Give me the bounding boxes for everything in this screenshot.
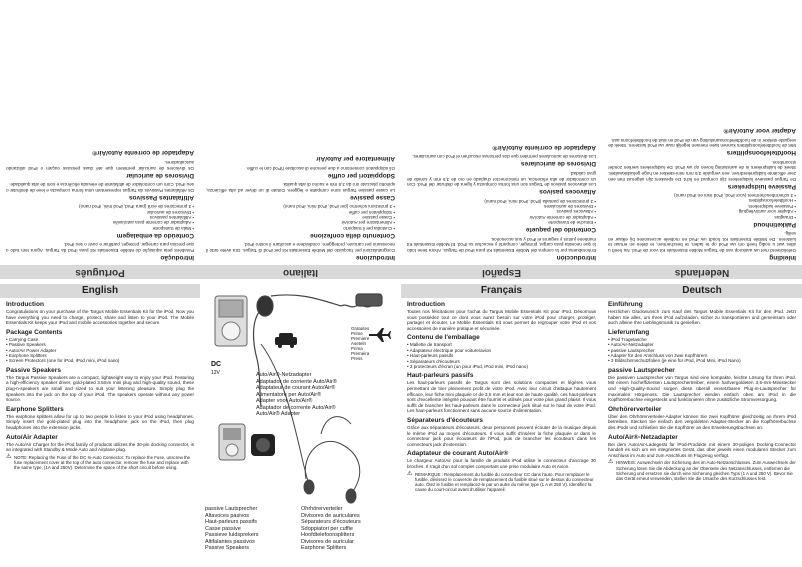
adapter-label-nl: Adapter voor Auto/Air® — [256, 398, 313, 404]
it-pkg-heading: Contenuto della confezione — [310, 231, 395, 239]
splitter-label-es: Divisores de auriculares — [301, 512, 360, 519]
fr-intro-text: Toutes nos félicitations pour l'achat du Targus Mobile Essentials Kit pour iPod. Désormais vous possédez tout ce dont vous aurez besoin sur votre iPod pour charger, protéger, partager et écouter. Le Mobile Essentials Kit vous permet de regrouper votre iPod et vos accessoires de manière pratique et sécurisée. — [407, 309, 596, 331]
es-pkg-item: • Adaptador de corriente Auto/Air — [407, 214, 596, 219]
nederlands-column — [602, 0, 802, 283]
fr-intro-heading: Introduction — [407, 301, 445, 308]
passive-speakers-illustration — [219, 424, 275, 460]
en-intro-heading: Introduction — [6, 301, 44, 308]
it-spk-text: Le casse passive Targus sono compatte e leggere. Dotate di un driver ad alta efficienza, spinotto placcato oro da 3,5 mm e suono di alta qualità. — [206, 182, 395, 193]
deutsch-column — [602, 298, 802, 567]
de-spk-text: Die passiven Lautsprecher von Targus sind eine kompakte, leichte Lösung für Ihren iPod. Mit einem hocheffizienten Lautsprechertreiber, einem hartvergoldeten 3,5-mm-Ministecker und High-Quality-Sound sorgen diese überall einsetzbaren Plug-in-Lautsprecher für maximalen Hörgenuss. Die Lautsprecher werden einfach oben am iPod in die Kopfhörerbuchse eingesteckt und funktionieren ohne zusätzliche Stromversorgung. — [608, 374, 796, 403]
pt-adp-heading: Adaptador de corrente Auto/Air® — [92, 149, 194, 157]
de-ohr-heading: Ohrhörerverteiler — [608, 405, 662, 413]
de-adp-heading: Auto/Air®-Netzadapter — [608, 433, 678, 441]
extra-label: Premiere — [351, 336, 370, 341]
de-ohr-text: Über den Ohrhörerverteiler-Adapter können Sie zwei Kopfhörer gleichzeitig an Ihrem iPod betreiben. Stecken Sie einfach den vergoldeten Adapter-Stecker an die Kopfhörerbuchse des iPods und schließen Sie die Kopfhörer an den Erweiterungsbuchsen an. — [608, 413, 796, 430]
es-intro-text: Enhorabuena por la compra del Mobile Essentials Kit para iPod de Targus. Ahora tiene todo lo que necesita para cargar, proteger, compartir y escuchar su iPod. El Mobile Essentials Kit mantiene juntos y seguros el iPod y sus accesorios. — [407, 236, 596, 253]
pt-pkg-item: • Divisores de auricular — [6, 209, 194, 214]
de-intro-text: Herzlichen Glückwunsch zum Kauf des Targus Mobile Essentials Kit für den iPod. Jetzt haben Sie alles, um Ihren iPod aufzuladen, sicher zu transportieren und gemeinsam oder auch alleine Ihre Lieblingsmusik zu genießen. — [608, 309, 796, 326]
adapter-label-it: Alimentatore per Auto/Air® — [256, 391, 322, 398]
portugues-column — [0, 0, 200, 283]
en-pkg-item: • Passive Speakers — [6, 342, 194, 347]
adapter-label-es: Adaptador de corriente Auto/Air® — [256, 378, 337, 385]
pt-pkg-item: • Adaptador de corrente para auto/avião — [6, 220, 194, 225]
splitter-label-nl: Hoofdtelefoonsplitters — [301, 532, 355, 538]
extra-label: Aseteln — [351, 341, 367, 346]
de-pkg-item: • iPod Tragetasche — [608, 337, 796, 342]
car-icon — [275, 333, 297, 348]
nl-hs-text: Met de hoofdtelefoonsplitters kunnen twee mensen tegelijk naar uw iPod luisteren. Steek de vergulde stekker in de hoofdtelefoonaansluiting van de iPod en sluit de hoofdtelefoons aan. — [608, 137, 796, 149]
es-div-heading: Divisores de auriculares — [520, 160, 596, 168]
en-adp-note — [6, 453, 194, 471]
bottom-strip — [0, 284, 802, 567]
pt-div-text: Os divisores de auricular permitem que até duas pessoas ouçam o iPod utilizando auscultadores. — [6, 160, 194, 171]
nl-pkg-item: • Draagtas — [608, 214, 796, 219]
es-pkg-heading: Contenido del paquete — [525, 226, 596, 234]
warning-icon: ⚠ — [407, 470, 413, 477]
nl-intro-heading: Inleiding — [769, 254, 796, 261]
speaker-label-fr: Haut-parleurs passifs — [205, 519, 257, 525]
en-pkg-item: • Screen Protectors (one for iPod, iPod mini, iPod nano) — [6, 358, 194, 363]
pt-intro-heading: Introdução — [160, 254, 194, 261]
de-spk-heading: passive Lautsprecher — [608, 366, 675, 374]
it-sd-heading: Sdoppiatori per cuffie — [327, 171, 395, 179]
it-adp-heading: Alimentatore per Auto/Air — [316, 155, 395, 162]
es-adp-heading: Adaptador de corriente Auto/Air® — [492, 143, 596, 151]
espanol-column — [401, 0, 602, 283]
extra-label: Press — [351, 356, 363, 361]
fr-adp-note — [407, 470, 596, 493]
ipod-click-wheel — [222, 322, 240, 340]
francais-column — [401, 298, 602, 567]
de-pkg-item: • Adapter für den Anschluss von zwei Kopfhörern — [608, 353, 796, 358]
speaker-label-es: Altavoces pasivos — [205, 512, 250, 519]
it-pkg-item: • 3 protezioni schermo (per iPod, iPod mini, iPod nano) — [206, 204, 395, 209]
earphone-splitter-illustration — [261, 344, 360, 503]
pt-pkg-item: • Mala de transporte — [6, 225, 194, 230]
espanol-tab: Español — [401, 265, 602, 279]
es-pkg-item: • 3 protectores de pantalla (iPod, iPod mini, iPod nano) — [407, 198, 596, 203]
nl-pkg-item: • Hoofdtelefoonsplitters — [608, 198, 796, 203]
pt-pkg-heading: Conteúdo da embalagem — [116, 231, 194, 239]
product-images — [201, 284, 401, 567]
fr-adp-note-text: REMARQUE : Remplacement du fusible du connecteur CC dans l'auto. Pour remplacer le fusible, dévissez le couvercle de remplacement du fusible situé sur le dessus du connecteur auto. Ôtez le fusible et remplacez-le par un autre du même type (1 A et 250 V). Identifiez la cause du court-circuit avant d'utiliser l'appareil. — [415, 471, 594, 493]
de-intro-heading: Einführung — [608, 301, 643, 308]
en-pkg-item: • Earphone Splitters — [6, 353, 194, 358]
fr-spk-heading: Haut-parleurs passifs — [407, 372, 474, 380]
fr-pkg-item: • 3 protecteurs d'écran (un pour iPod, iPod mini, iPod nano) — [407, 364, 596, 369]
en-pkg-item: • Carrying Case — [6, 337, 194, 342]
it-spk-heading: Casse passive — [350, 193, 395, 201]
fr-adp-text: Le chargeur Auto/Air pour la famille de produits iPod utilise le connecteur d'ancrage 30 broches. Il s'agit d'un sol complet comportant une prise modulaire Auto et Avion. — [407, 458, 596, 469]
de-adp-note — [608, 459, 796, 482]
de-pkg-item: • Auto/Air-Netzadapter — [608, 342, 796, 347]
fr-spk-text: Les haut-parleurs passifs de Targus sont des solutions compactes et légères vous permettant de tirer pleinement profit de votre iPod. Avec leur circuit d'attaque hautement efficace, leur fiche mini plaquée or de 3,5 mm et leur son de haute qualité, ces haut-parleurs sont d'excellente intégrité pouvant être fournis et utilisés pour votre plus grand plaisir. Il vous suffit de brancher les haut-parleurs dans le connecteur jack situé sur le haut de votre iPod. Les haut-parleurs fonctionnent sans aucune source d'alimentation. — [407, 380, 596, 414]
nl-spk-heading: Passieve luidsprekers — [727, 182, 796, 190]
english-tab: English — [0, 284, 200, 298]
nl-pkg-item: • Adapter voor auto/vliegtuig — [608, 209, 796, 214]
pt-pkg-item: • Altifalantes passivos — [6, 215, 194, 220]
speaker-label-en: Passive Speakers — [205, 545, 250, 551]
pt-pkg-item: • 3 protectores de ecrã (para iPod, iPod mini, iPod nano) — [6, 204, 194, 209]
fr-pkg-heading: Contenu de l'emballage — [407, 334, 480, 342]
de-adp-note-text: HINWEIS: Auswechseln der Sicherung des im Auto-Netzanschlusses. Zum Auswechseln der Sicherung lösen Sie die Abdeckung an der Oberseite des Netzanschlusses, entfernen die Sicherung und ersetzen sie durch eine Sicherung gleichen Typs (1 A und 250 V). Bevor Sie das Gerät erneut verwenden, stellen Sie die Ursache des Kurzschlusses fest. — [616, 460, 796, 482]
fr-pkg-item: • Haut-parleurs passifs — [407, 353, 596, 358]
splitter-label-de: Ohrhörerverteiler — [301, 506, 343, 512]
italiano-column — [200, 0, 401, 283]
dc-label: DC — [211, 361, 222, 368]
en-pkg-item: • Auto/Air Power Adapter — [6, 348, 194, 353]
speaker-label-de: passive Lautsprecher — [205, 506, 258, 512]
splitter-label-it: Sdoppiatori per cuffie — [301, 525, 353, 532]
es-pkg-item: • Altavoces pasivos — [407, 209, 596, 214]
speaker-label-it: Casse passive — [205, 525, 241, 532]
extra-labels — [351, 326, 369, 361]
splitter-label-en: Earphone Splitters — [301, 545, 347, 551]
splitter-label-fr: Séparateurs d'écouteurs — [301, 519, 361, 525]
splitter-label-pt: Divisores de auricular — [301, 538, 354, 545]
de-pkg-item: • passive Lautsprecher — [608, 348, 796, 353]
fr-pkg-item: • Séparateurs d'écouteurs — [407, 359, 596, 364]
ipod-screen — [219, 300, 243, 317]
extra-label: Premeira — [351, 351, 370, 356]
en-adp-text: The Auto/Air Charger for the iPod family of products utilizes the 30-pin docking connector, is an integrated with Standby & Mode Auto and Airplane plug. — [6, 441, 194, 453]
nederlands-tab: Nederlands — [602, 265, 802, 279]
francais-tab: Français — [401, 284, 602, 298]
airplane-icon — [369, 328, 391, 342]
it-sd-text: Gli sdoppiatori consentono a due persone di ascoltare l'iPod con le cuffie. — [245, 165, 395, 171]
en-ear-heading: Earphone Splitters — [6, 405, 64, 413]
adapter-labels — [256, 372, 337, 418]
adapter-label-en: Auto/Air® Adapter — [256, 411, 301, 417]
it-pkg-item: • Custodia per il trasporto — [206, 225, 395, 230]
en-adp-heading: Auto/Air Adapter — [6, 433, 58, 441]
de-adp-text: Bei dem Auto/Air-Ladegerät für iPod-Produkte mit einem 30-poligen Docking-Connector handelt es sich um ein integriertes Gerät, das über jeweils einen modularen Stecker zum Anschluss im Auto und zum Anschluss im Flugzeug verfügt. — [608, 441, 796, 458]
fr-adp-heading: Adaptateur de courant Auto/Air® — [407, 450, 509, 458]
pt-intro-text: Parabéns pela aquisição do Mobile Essentials Kit para iPod da Targus. Agora tem tudo o que precisa para carregar, proteger, partilhar e ouvir o seu iPod. — [6, 242, 194, 253]
es-intro-heading: Introducción — [556, 254, 596, 261]
en-spk-heading: Passive Speakers — [6, 366, 61, 374]
en-ear-text: The earphone splitters allow for up to two people to listen to your iPod using headphones. Simply insert the gold-plated plug into the headphone jack on the iPod, then plug headphones into the extension jacks. — [6, 413, 194, 430]
it-pkg-item: • Sdoppiatori per cuffie — [206, 209, 395, 214]
warning-icon: ⚠ — [608, 459, 614, 466]
de-pkg-heading: Lieferumfang — [608, 328, 650, 336]
es-pkg-item: • Divisores de auriculares — [407, 204, 596, 209]
en-intro-text: Congratulations on your purchase of the Targus Mobile Essentials Kit for the iPod. Now you have everything you need to charge, protect, share and listen to your iPod. The Mobile Essentials Kit keeps your iPod and mobile accessories together and secure. — [6, 309, 194, 326]
english-column — [0, 298, 200, 567]
es-pkg-item: • Estuche de transporte — [407, 220, 596, 225]
it-intro-text: Congratulazioni per l'acquisto del Mobile Essentials Kit per iPod di Targus. Ora avete tutto il necessario per caricare, proteggere, condividere e ascoltare il vostro iPod. — [206, 242, 395, 253]
en-pkg-heading: Package Contents — [6, 328, 63, 336]
es-spk-text: Los altavoces pasivos de Targus son una forma compacta y ligera de disfrutar del iPod. Con un controlador de alta eficiencia, un miniconector chapado en oro de 3,5 mm y sonido de gran calidad. — [407, 171, 596, 188]
speaker-label-nl: Passieve luidsprekers — [205, 532, 259, 538]
fr-sep-text: Grâce aux séparateurs d'écouteurs, deux personnes peuvent écouter de la musique depuis le même iPod au moyen d'écouteurs. Il vous suffit d'insérer la fiche plaquée or dans le connecteur jack pour écouteurs de l'iPod, puis de brancher les écouteurs dans les connecteurs jack d'extension. — [407, 424, 596, 447]
splitter-labels — [301, 506, 361, 552]
pt-spk-text: Os Altifalantes Passivos da Targus representam uma forma compacta e leve de desfrutar o seu iPod. Com um controlador de altifalante de elevada eficiência e som de alta qualidade. — [6, 182, 194, 193]
nl-adp-heading: Adapter voor Auto/Air® — [723, 127, 796, 135]
en-adp-note-text: NOTE: Replacing the Fuse of the DC In-Auto Connector: To replace the Fuse, unscrew the fuse replacement cover at the top of the auto connector, remove the fuse and replace with the same type, (1A and 250V). Determine the space of the short circuit before using. — [14, 454, 191, 471]
pt-div-heading: Divisores de auricular — [126, 171, 194, 179]
nl-hs-heading: Hoofdtelefoonsplitters — [726, 149, 796, 157]
nl-pkg-heading: Pakketinhoud — [753, 220, 796, 228]
fr-sep-heading: Séparateurs d'écouteurs — [407, 416, 483, 424]
nl-pkg-item: • 3 schermbeschermers (voor iPod, iPod mini en iPod nano) — [608, 193, 796, 198]
top-strip — [0, 0, 802, 283]
extra-label: Gratuites — [351, 326, 370, 331]
es-div-text: Los divisores de auriculares permiten que dos personas escuchen el iPod con auriculares. — [412, 154, 596, 160]
fr-pkg-item: • Adaptateur électrique pour voiture/avion — [407, 348, 596, 353]
deutsch-tab: Deutsch — [602, 284, 802, 298]
en-spk-text: The Targus Passive Speakers are a compact, lightweight way to enjoy your iPod. Featuring a high-efficiency speaker driver, gold-plated 3.5mm mini plug and high-quality sound, these plug-n-speakers are small and sized to suit your listening pleasure. Simply plug the speakers into the jack on the top of your iPod. The speakers operate without any power source. — [6, 374, 194, 403]
dc-sub-label: 12V — [211, 370, 220, 376]
it-intro-heading: Introduzione — [356, 254, 395, 261]
adapter-label-pt: Adaptador de corrente Auto/Air® — [256, 404, 336, 411]
speaker-labels — [205, 506, 259, 552]
it-pkg-item: • Casse passive — [206, 215, 395, 220]
adapter-label-de: Auto/Air®-Netzadapter — [256, 372, 312, 378]
es-spk-heading: Altavoces pasivos — [539, 188, 596, 196]
portugues-tab: Português — [0, 265, 200, 279]
fr-pkg-item: • Mallette de transport — [407, 342, 596, 347]
extra-label: Prima — [351, 346, 363, 351]
adapter-label-fr: Adaptateur de courant Auto/Air® — [256, 385, 336, 391]
nl-intro-text: Gefeliciteerd met uw aankoop van de Targus Mobile Essentials Kit voor de iPod. Nu heeft u alles wat u nodig heeft om uw iPod op te laden, te beschermen, te delen en ernaar te luisteren. De Mobile Essentials Kit houdt uw iPod en mobiele accessoires bij elkaar en veilig. — [608, 231, 796, 253]
pt-spk-heading: Altifalantes Passivos — [128, 193, 194, 201]
nl-pkg-item: • Passieve luidsprekers — [608, 203, 796, 208]
nl-spk-text: De Targus passieve luidsprekers zijn compact en licht. De speakers zijn uitgerust met een zeer efficiënte luidsprekerdriver, een vergulde 3,5 mm mini-stekker en hoge geluidskwaliteit. Steek de luidsprekers in de aansluiting boven op uw iPod. De luidsprekers werken zonder stroombron. — [608, 159, 796, 182]
italiano-tab: Italiano — [200, 265, 401, 279]
it-pkg-item: • Alimentatore per Auto/Air — [206, 220, 395, 225]
speaker-label-pt: Altifalantes passivos — [205, 538, 255, 545]
warning-icon: ⚠ — [6, 453, 12, 460]
de-pkg-item: • 3 Bildschirmschutzfolien (je eine für iPod, iPod Mini, iPod Nano) — [608, 358, 796, 363]
extra-label: Prime — [351, 331, 363, 336]
